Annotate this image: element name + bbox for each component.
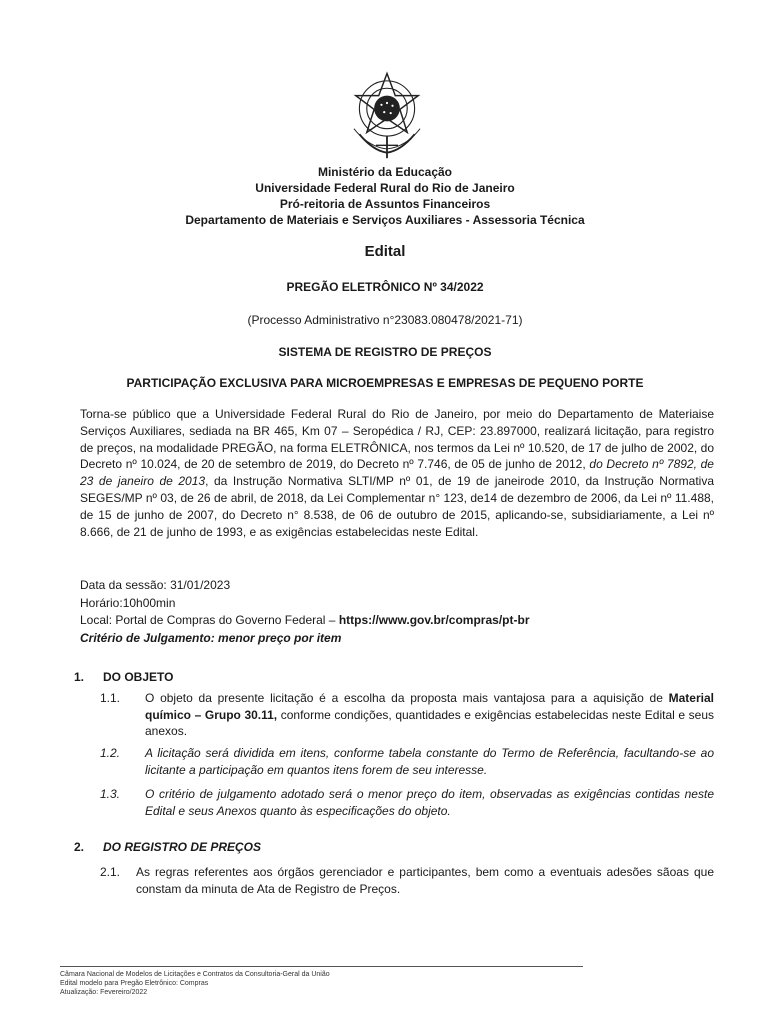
coat-of-arms-icon [341, 68, 433, 160]
section-title: DO OBJETO [103, 670, 174, 684]
intro-text-italic: do Decreto nº 7892, de 23 de janeiro de 2013 [80, 457, 714, 489]
session-criterio: Critério de Julgamento: menor preço por item [80, 630, 342, 645]
institution-header [0, 164, 770, 228]
section-number: 2. [74, 840, 85, 854]
department-name: Departamento de Materiais e Serviços Auxiliares - Assessoria Técnica [185, 213, 585, 227]
item-number: 1.3. [100, 787, 121, 801]
footer-divider [60, 966, 583, 967]
intro-text-2: , da Instrução Normativa SLTI/MP nº 01, de 19 de janeirode 2010, da Instrução Normativa SEGES/MP nº 03, de 26 de abril, de 2018, da Lei Complementar n° 123, de14 de dezembro de 2006, da Lei nº 11.488, de 15 de junho de 2007, do Decreto n° 8.538, de 06 de outubro de 2015, aplicando-se, subsidiariamente, a Lei nº 8.666, de 21 de junho de 1993, e as exigências estabelecidas neste Edital. [80, 474, 714, 539]
item-text-a: O objeto da presente licitação é a escolha da proposta mais vantajosa para a aquisição de [145, 691, 663, 705]
section-number: 1. [74, 670, 85, 684]
intro-text-1: Torna-se público que a Universidade Federal Rural do Rio de Janeiro, por meio do Departamento de Materiaise Serviços Auxiliares, sediada na BR 465, Km 07 – Seropédica / RJ, CEP: 23.897000, realizará licitação, para registro de preços, na modalidade PREGÃO, na forma ELETRÔNICA, nos termos da Lei nº 10.520, de 17 de julho de 2002, do Decreto nº 10.024, de 20 de setembro de 2019, do Decreto nº 7.746, de 05 de junho de 2012, [80, 407, 714, 472]
item-text: As regras referentes aos órgãos gerenciador e participantes, bem como a eventuais adesões sãoas que constam da minuta de Ata de Registro de Preços. [136, 865, 714, 896]
section-heading-objeto [74, 670, 173, 684]
session-local-url[interactable]: https://www.gov.br/compras/pt-br [338, 613, 530, 627]
session-time-label: Horário: [80, 595, 123, 610]
item-text: O critério de julgamento adotado será o menor preço do item, observadas as exigências contidas neste Edital e seus Anexos quanto às especificações do objeto. [145, 787, 714, 818]
list-item [100, 745, 714, 778]
item-text [145, 690, 714, 740]
footer-line-1: Câmara Nacional de Modelos de Licitações e Contratos da Consultoria-Geral da União [60, 971, 330, 978]
processo-number: (Processo Administrativo n°23083.080478/2021-71) [247, 313, 523, 327]
session-local [80, 612, 714, 630]
item-text: A licitação será dividida em itens, conforme tabela constante do Termo de Referência, facultando-se ao licitante a participação em quantos itens forem de seu interesse. [145, 746, 714, 777]
item-text-b: conforme condições, quantidades e exigências estabelecidas neste Edital e seus anexos. [145, 707, 714, 738]
page-footer [60, 970, 330, 997]
session-time [80, 595, 714, 613]
session-date-value: 31/01/2023 [170, 578, 231, 592]
session-local-label: Local: Portal de Compras do Governo Federal – [80, 613, 336, 627]
page-title: Edital [364, 243, 406, 260]
item-text-bold: Material químico – Grupo 30.11, [145, 691, 714, 722]
session-time-value: 10h00min [122, 595, 176, 610]
section-title: DO REGISTRO DE PREÇOS [103, 840, 262, 854]
session-date-label: Data da sessão: [80, 578, 167, 592]
footer-line-2: Edital modelo para Pregão Eletrônico: Compras [60, 980, 209, 987]
item-number: 2.1. [100, 865, 121, 879]
footer-line-3: Atualização: Fevereiro/2022 [60, 989, 148, 996]
section-heading-registro [74, 840, 261, 854]
item-number: 1.2. [100, 746, 121, 760]
university-name: Universidade Federal Rural do Rio de Janeiro [255, 181, 515, 195]
pregao-number: PREGÃO ELETRÔNICO Nº 34/2022 [286, 280, 484, 294]
session-info [80, 577, 714, 647]
item-number: 1.1. [100, 691, 121, 705]
sistema-heading: SISTEMA DE REGISTRO DE PREÇOS [278, 345, 492, 359]
session-date [80, 577, 714, 595]
list-item [100, 786, 714, 819]
intro-paragraph [80, 406, 714, 540]
ministry-name: Ministério da Educação [317, 165, 453, 179]
participacao-heading: PARTICIPAÇÃO EXCLUSIVA PARA MICROEMPRESAS E EMPRESAS DE PEQUENO PORTE [126, 376, 644, 390]
prorectorate-name: Pró-reitoria de Assuntos Financeiros [279, 197, 491, 211]
list-item [100, 690, 714, 740]
list-item [100, 864, 714, 897]
